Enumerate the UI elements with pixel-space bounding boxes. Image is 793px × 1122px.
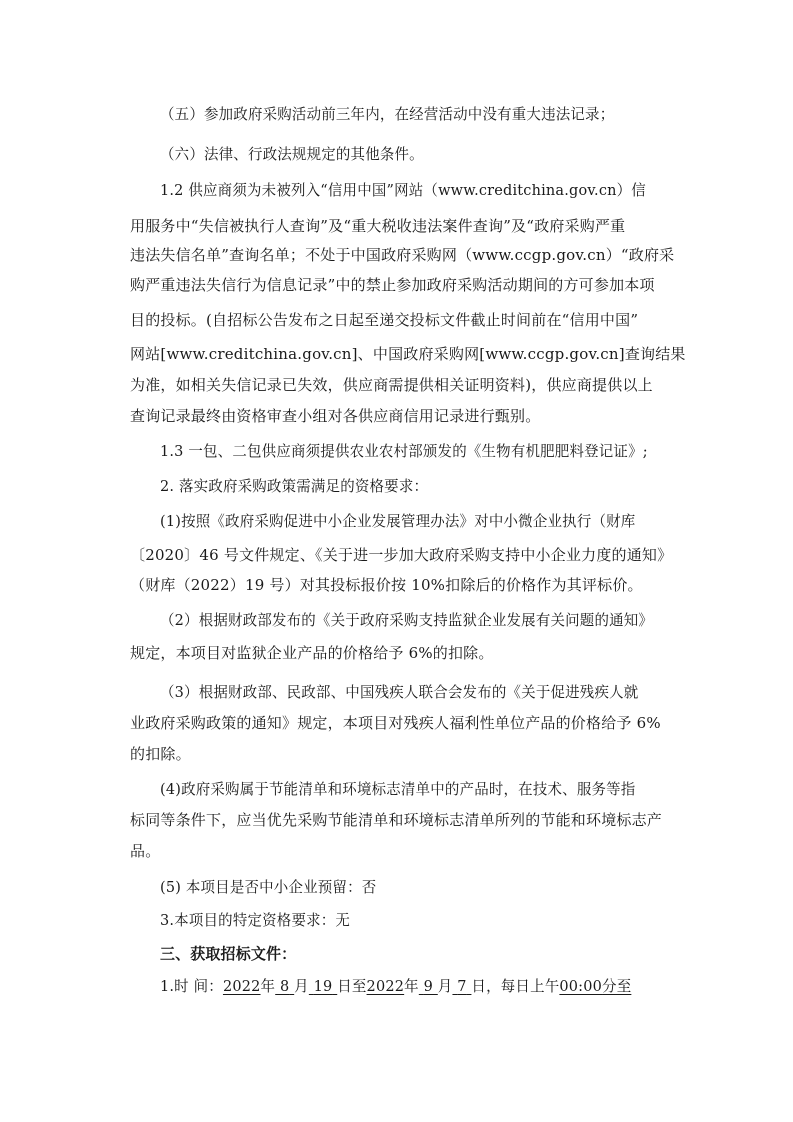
- to-char: 至: [351, 977, 367, 995]
- para-1-2-line-8: 查询记录最终由资格审查小组对各供应商信用记录进行甄别。: [130, 407, 541, 425]
- policy-3-line-2: 业政府采购政策的通知》规定，本项目对残疾人福利性单位产品的价格给予 6%: [130, 714, 661, 732]
- month-char: 月: [294, 977, 309, 995]
- section-heading: 三、获取招标文件：: [160, 944, 297, 963]
- end-day: 7: [457, 977, 467, 995]
- policy-4-line-3: 品。: [130, 842, 161, 860]
- end-month: 9: [423, 977, 433, 995]
- para-1-2-line-1: 1.2 供应商须为未被列入“信用中国”网站（www.creditchina.gov.cn）信: [160, 181, 646, 199]
- policy-1-line-3: （财库（2022）19 号）对其投标报价按 10%扣除后的价格作为其评标价。: [130, 576, 643, 594]
- para-1-2-line-6: 网站[www.creditchina.gov.cn]、中国政府采购网[www.ccgp.gov.cn]查询结果: [130, 345, 686, 363]
- policy-4-line-1: (4)政府采购属于节能清单和环境标志清单中的产品时，在技术、服务等指: [160, 780, 636, 798]
- policy-5: (5) 本项目是否中小企业预留：否: [160, 878, 377, 896]
- policy-1-line-1: (1)按照《政府采购促进中小企业发展管理办法》对中小微企业执行（财库: [160, 512, 636, 530]
- start-month: 8: [279, 977, 290, 995]
- year-char: 年: [260, 977, 276, 995]
- policy-3-line-3: 的扣除。: [130, 745, 191, 763]
- policy-3-line-1: （3）根据财政部、民政部、中国残疾人联合会发布的《关于促进残疾人就: [160, 683, 639, 701]
- after-text: 日，每日上午: [471, 977, 560, 995]
- para-1-3: 1.3 一包、二包供应商须提供农业农村部颁发的《生物有机肥肥料登记证》;: [160, 442, 648, 460]
- time-prefix: 1.时 间：: [160, 977, 223, 995]
- end-year: 2022: [366, 977, 405, 995]
- clause-6: （六）法律、行政法规规定的其他条件。: [160, 145, 424, 163]
- para-1-2-line-4: 购严重违法失信行为信息记录”中的禁止参加政府采购活动期间的方可参加本项: [130, 276, 655, 294]
- policy-2-line-2: 规定，本项目对监狱企业产品的价格给予 6%的扣除。: [130, 644, 494, 662]
- policy-2-line-1: （2）根据财政部发布的《关于政府采购支持监狱企业发展有关问题的通知》: [160, 611, 654, 629]
- para-1-2-line-7: 为准，如相关失信记录已失效，供应商需提供相关证明资料)，供应商提供以上: [130, 376, 653, 394]
- min-char: 分至: [602, 977, 632, 995]
- para-1-2-line-5: 目的投标。(自招标公告发布之日起至递交投标文件截止时间前在“信用中国”: [130, 311, 639, 329]
- policy-1-line-2: 〔2020〕46 号文件规定、《关于进一步加大政府采购支持中小企业力度的通知》: [130, 546, 673, 564]
- start-time: 00:00: [559, 977, 603, 995]
- para-1-2-line-3: 违法失信名单”查询名单；不处于中国政府采购网（www.ccgp.gov.cn）“政府采: [130, 246, 675, 264]
- policy-4-line-2: 标同等条件下，应当优先采购节能清单和环境标志清单所列的节能和环境标志产: [130, 811, 663, 829]
- start-year: 2022: [222, 977, 261, 995]
- month-char-2: 月: [437, 977, 453, 995]
- start-day: 19: [313, 977, 333, 995]
- clause-5: （五）参加政府采购活动前三年内，在经营活动中没有重大违法记录；: [160, 105, 615, 123]
- time-line: [160, 976, 700, 996]
- para-1-2-line-2: 用服务中“失信被执行人查询”及“重大税收违法案件查询”及“政府采购严重: [130, 217, 626, 235]
- para-2-title: 2. 落实政府采购政策需满足的资格要求：: [160, 477, 429, 495]
- special-requirements: 3.本项目的特定资格要求：无: [160, 911, 351, 929]
- day-char: 日: [337, 977, 352, 995]
- year-char-2: 年: [404, 977, 419, 995]
